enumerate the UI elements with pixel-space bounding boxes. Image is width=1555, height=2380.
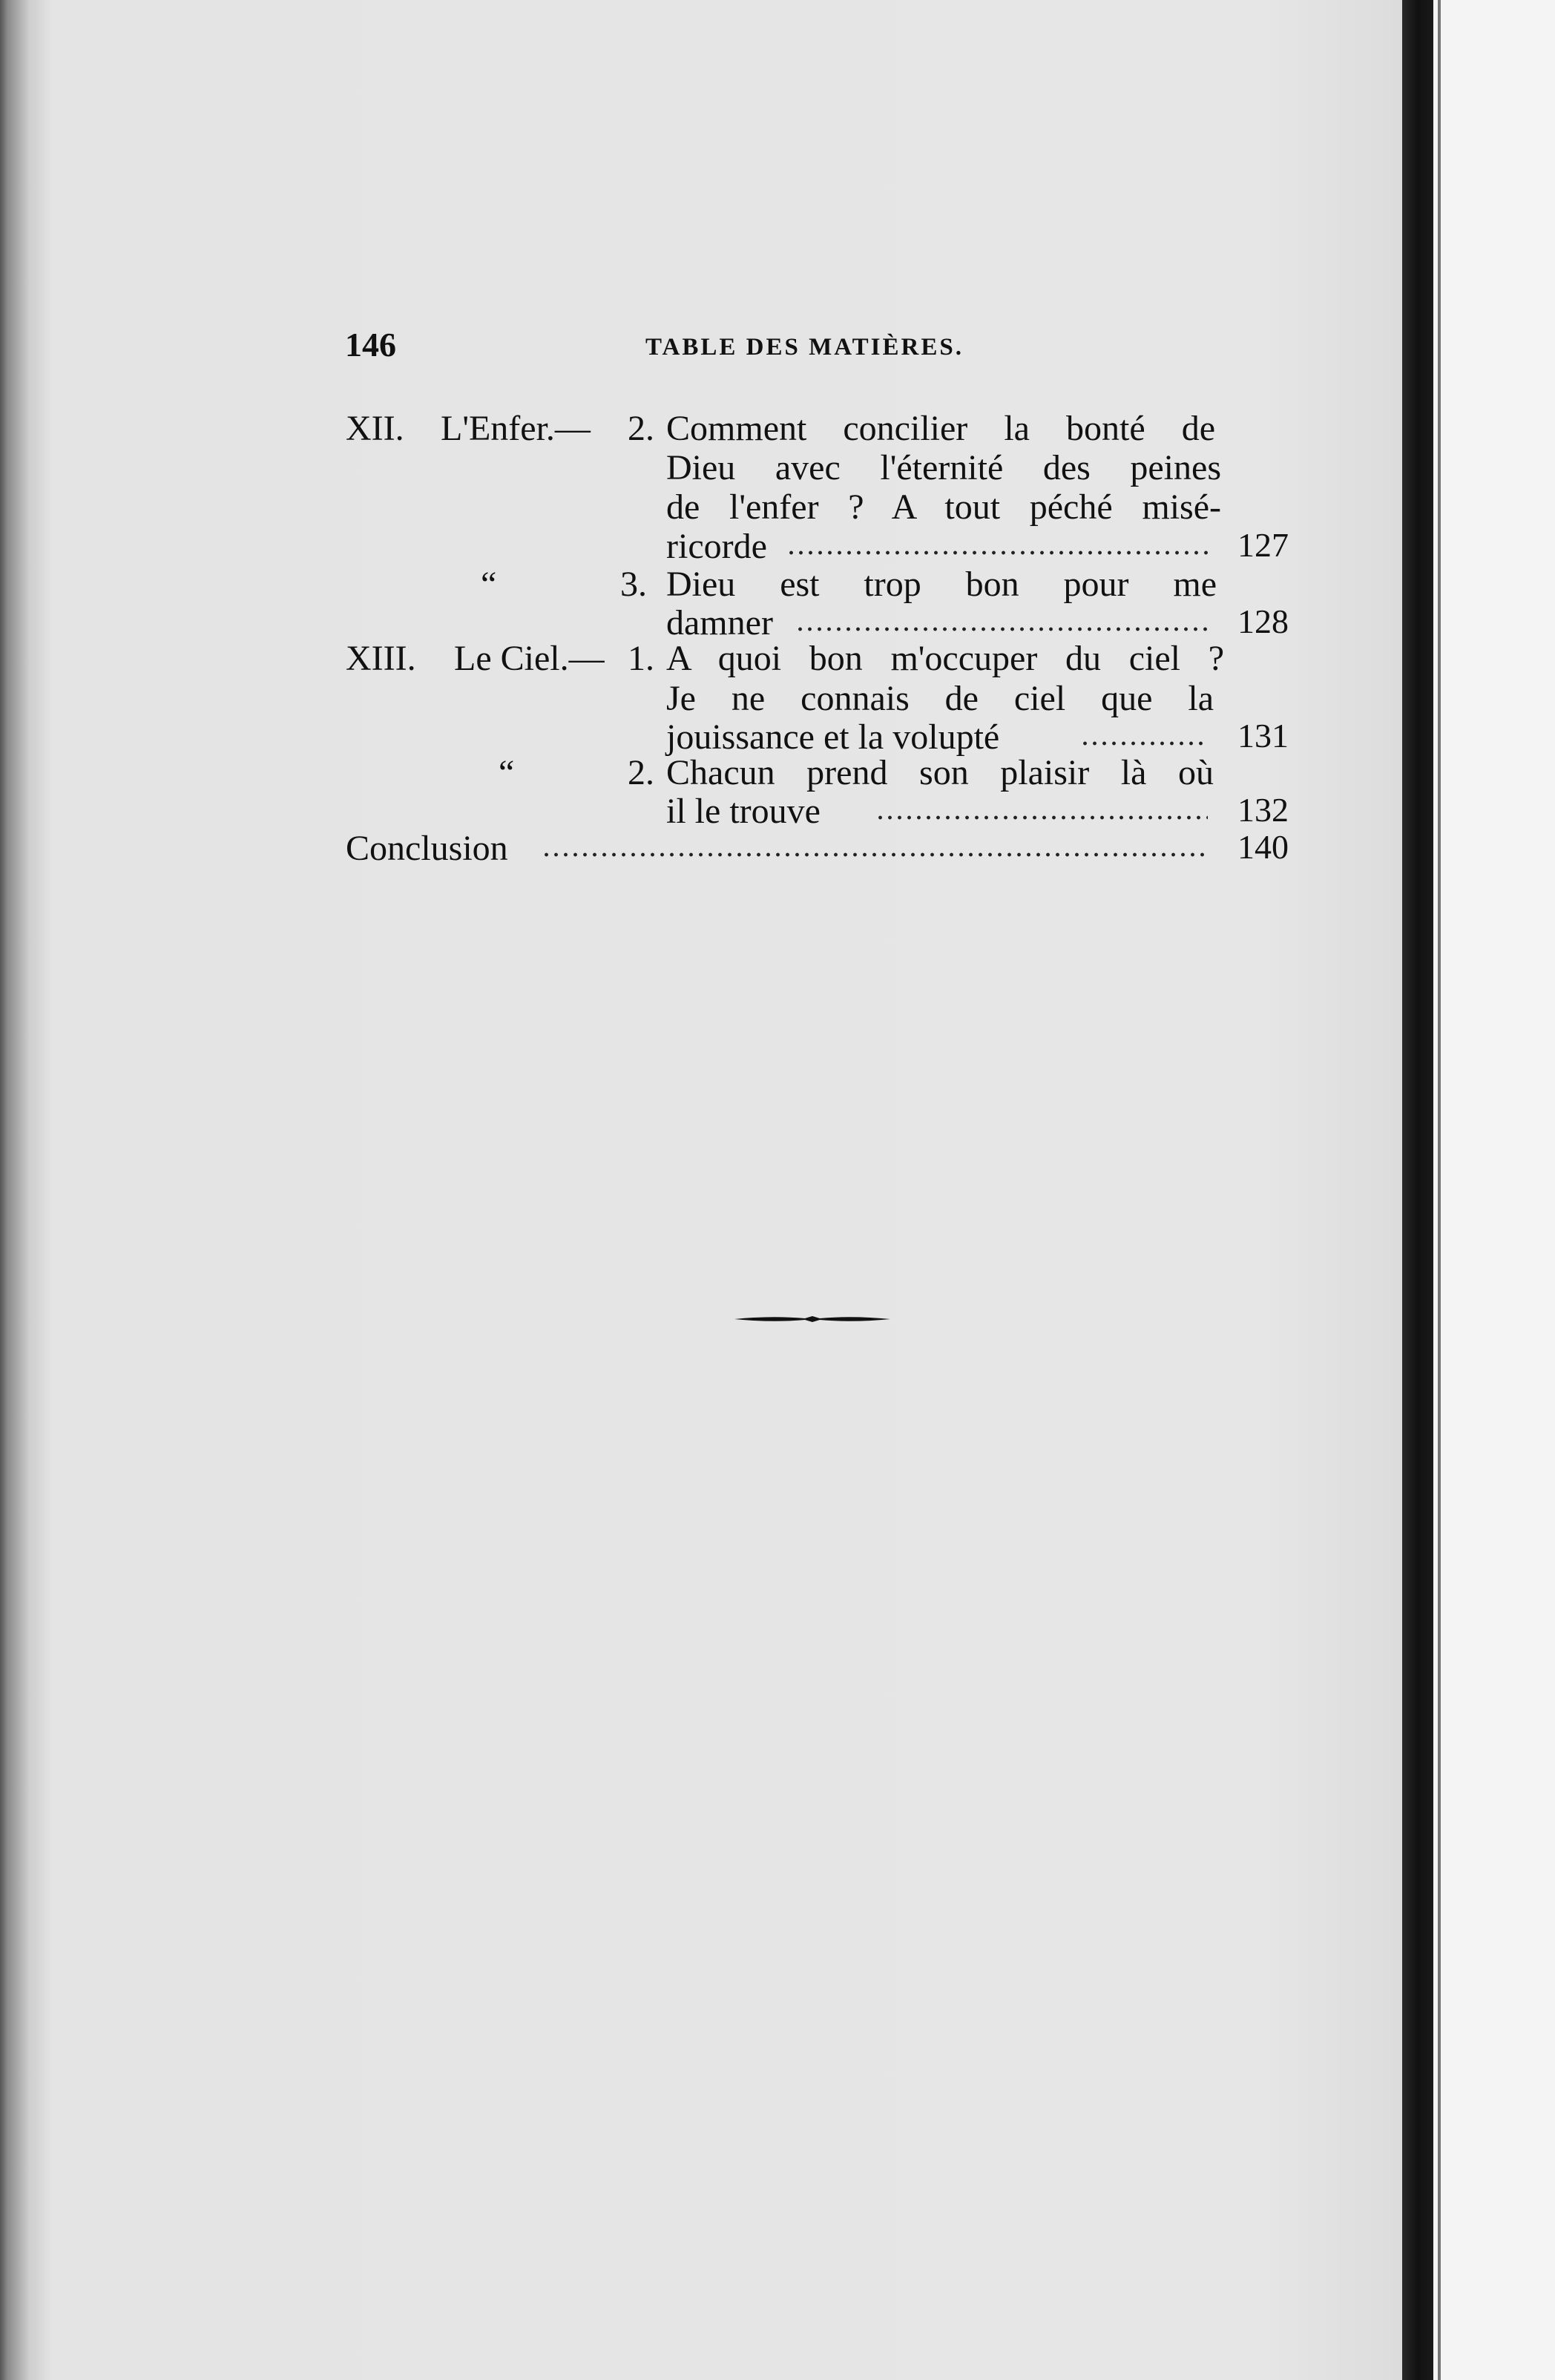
- ditto-mark: “: [499, 753, 515, 792]
- scan-margin-line: [1438, 0, 1441, 2380]
- page-number: 146: [345, 326, 396, 364]
- item-number: 3.: [620, 565, 647, 604]
- dot-leader: [1080, 740, 1208, 747]
- entry-line: A quoi bon m'occuper du ciel ?: [666, 639, 1224, 678]
- page-reference: 132: [1237, 791, 1289, 829]
- dot-leader: [795, 625, 1208, 633]
- entry-line: Dieu avec l'éternité des peines: [666, 448, 1221, 487]
- page-reference: 131: [1237, 717, 1289, 755]
- entry-line: Chacun prend son plaisir là où: [666, 753, 1214, 792]
- end-ornament: [734, 1315, 890, 1324]
- entry-line: de l'enfer ? A tout péché misé-: [666, 487, 1221, 527]
- chapter-number: XIII.: [346, 639, 416, 678]
- page-header: [0, 325, 1402, 369]
- item-number: 2.: [628, 409, 654, 448]
- chapter-number: XII.: [346, 409, 404, 448]
- chapter-title: Le Ciel.—: [454, 639, 605, 678]
- ditto-mark: “: [481, 565, 497, 604]
- scan-border: [1402, 0, 1433, 2380]
- entry-line: ricorde: [666, 527, 767, 566]
- item-number: 2.: [628, 753, 654, 792]
- dot-leader: [875, 814, 1208, 821]
- dot-leader: [542, 851, 1208, 858]
- entry-line: Dieu est trop bon pour me: [666, 565, 1217, 604]
- entry-line: il le trouve: [666, 792, 821, 831]
- entry-line: Comment concilier la bonté de: [666, 409, 1215, 448]
- entry-title: Conclusion: [346, 829, 508, 868]
- chapter-title: L'Enfer.—: [441, 409, 591, 448]
- page-reference: 128: [1237, 602, 1289, 640]
- page-reference: 140: [1237, 828, 1289, 866]
- page-reference: 127: [1237, 526, 1289, 564]
- item-number: 1.: [628, 639, 654, 678]
- running-title: TABLE DES MATIÈRES.: [645, 334, 964, 361]
- dot-leader: [786, 549, 1208, 556]
- entry-line: damner: [666, 603, 773, 642]
- scan-margin: [1433, 0, 1555, 2380]
- entry-line: Je ne connais de ciel que la: [666, 679, 1214, 718]
- entry-line: jouissance et la volupté: [666, 717, 1000, 757]
